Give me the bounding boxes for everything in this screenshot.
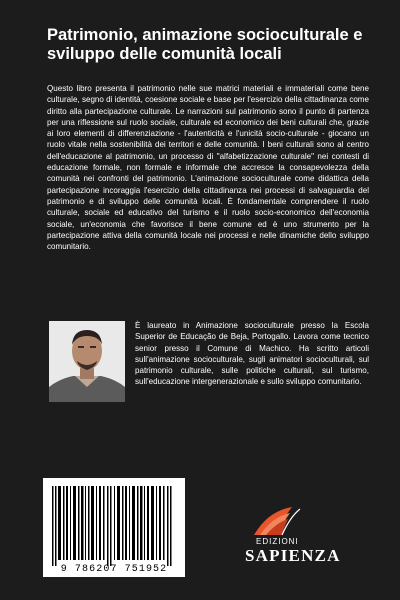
isbn-barcode — [43, 478, 185, 577]
publisher-name: SAPIENZA — [245, 546, 341, 565]
author-bio: È laureato in Animazione socioculturale presso la Escola Superior de Educação de Beja, Portogallo. Lavora come tecnico senior presso il Comune di Machico. Ha scritto articoli sull'animazione socioculturale, sugli animatori socioculturali, sul patrimonio culturale, sulle politiche culturali, sul turismo, sull'educazione intergenerazionale e sullo sviluppo comunitario. — [135, 321, 369, 387]
isbn-number: 9 786207 751952 — [60, 564, 168, 575]
book-title: Patrimonio, animazione socioculturale e sviluppo delle comunità locali — [47, 26, 363, 63]
publisher-edizioni: EDIZIONI — [256, 537, 299, 546]
author-photo — [49, 321, 125, 402]
book-description: Questo libro presenta il patrimonio nelle sue matrici materiali e immateriali come bene culturale, segno di identità, coesione sociale e base per l'esercizio della cittadinanza come diritto alla partecipazione culturale. Le narrazioni sul patrimonio sono il punto di partenza per una riflessione sul ruolo sociale, culturale ed economico dei beni culturali che, grazie ai loro elementi di differenziazione - l'autenticità e l'unicità socio-culturale - giocano un ruolo vitale nella sostenibilità dei territori e delle comunità. I beni culturali sono al centro dell'educazione al patrimonio, un processo di "alfabetizzazione culturale" nei contesti di educazione formale, non formale e informale che accresce la consapevolezza della comunità nei confronti del patrimonio. L'animazione socioculturale come didattica della partecipazione incoraggia l'esercizio della cittadinanza nei processi di salvaguardia del patrimonio e di sviluppo delle comunità locali. È fondamentale comprendere il ruolo culturale, sociale ed educativo del turismo e il ruolo socio-economico dell'economia sociale, un'economia che favorisce il bene comune ed è uno strumento per la partecipazione attiva della comunità locale nei processi e nelle dinamiche dello sviluppo comunitario. — [47, 84, 369, 252]
